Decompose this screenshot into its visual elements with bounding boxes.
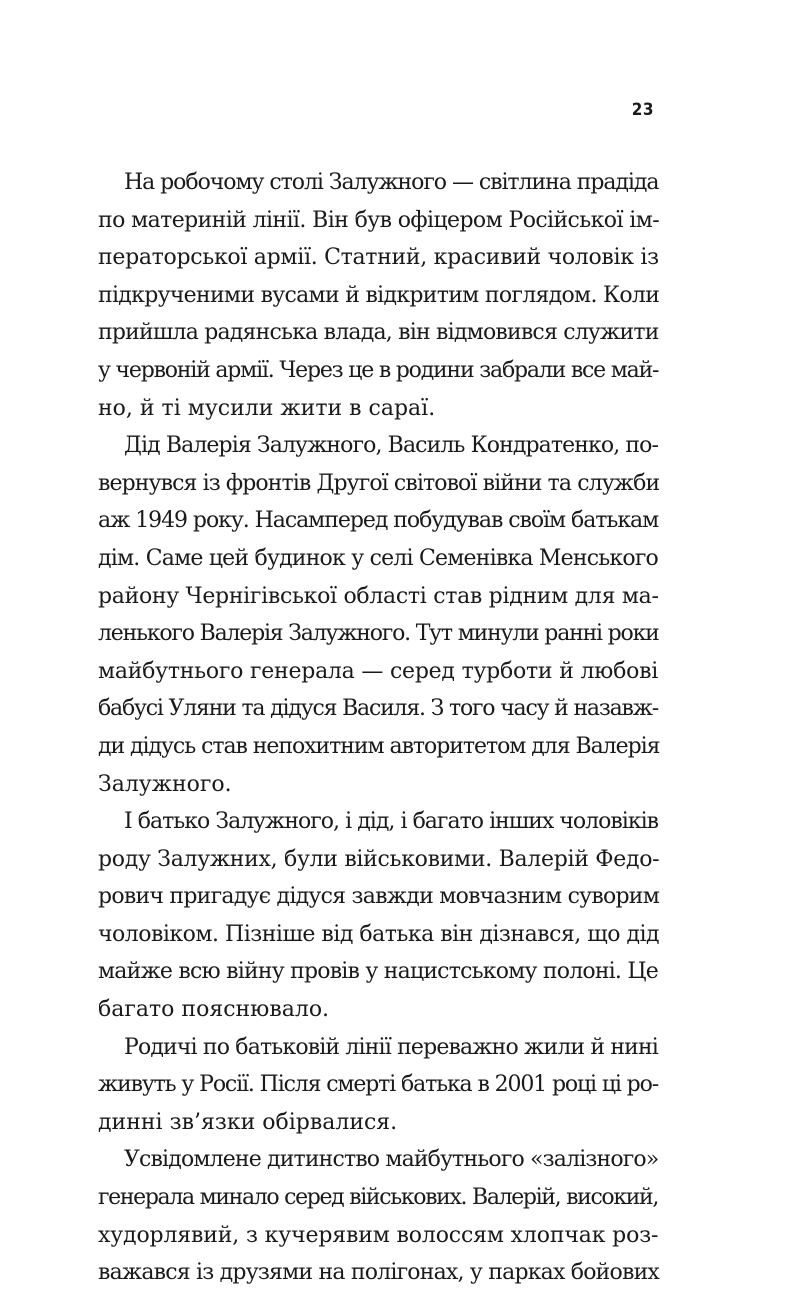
text-line: у червоній армії. Через це в родини забрали все май- [98,357,659,383]
text-line: підкрученими вусами й відкритим поглядом. Коли [98,282,660,308]
text-line: но, й ті мусили жити в сараї. [98,395,436,421]
text-line: Залужного. [98,771,232,797]
text-line: Дід Валерія Залужного, Василь Кондратенко, по- [124,433,659,459]
text-line: рович пригадує дідуся завжди мовчазним суворим [98,884,660,910]
text-line: бабусі Уляни та дідуся Василя. З того часу й назавж- [98,696,658,722]
page-number: 23 [631,100,654,120]
text-line: аж 1949 року. Насамперед побудував своїм батькам [98,508,659,534]
paragraph [98,427,658,803]
paragraph [98,803,658,1029]
text-line: ленького Валерія Залужного. Тут минули ранні роки [98,621,659,647]
body-text [98,164,658,1292]
text-line: худорлявий, з кучерявим волоссям хлопчак роз- [98,1222,659,1248]
text-line: чоловіком. Пізніше від батька він дізнався, що дід [98,921,660,947]
text-line: майже всю війну провів у нацистському полоні. Це [98,959,658,985]
text-line: вернувся із фронтів Другої світової війни та служби [98,470,660,496]
text-line: важався із друзями на полігонах, у парках бойових [98,1260,660,1286]
text-line: динні зв’язки обірвалися. [98,1109,398,1135]
text-line: району Чернігівської області став рідним для ма- [98,583,659,609]
text-line: по материній лінії. Він був офіцером Російської ім- [98,207,660,233]
text-line: майбутнього генерала — серед турботи й любові [98,658,658,684]
text-line: роду Залужних, були військовими. Валерій Федо- [98,846,660,872]
text-line: генерала минало серед військових. Валерій, високий, [98,1185,658,1211]
text-line: ди дідусь став непохитним авторитетом для Валерія [98,733,660,759]
text-line: Усвідомлене дитинство майбутнього «залізного» [124,1147,659,1173]
text-line: На робочому столі Залужного — світлина прадіда [124,170,659,195]
text-line: Родичі по батьковій лінії переважно жили й нині [124,1034,658,1060]
paragraph [98,1141,658,1291]
paragraph [98,1029,658,1142]
text-line: І батько Залужного, і дід, і багато інших чоловіків [124,809,658,835]
text-line: живуть у Росії. Після смерті батька в 2001 році ці ро- [98,1072,658,1098]
text-line: прийшла радянська влада, він відмовився служити [98,320,659,346]
text-line: багато пояснювало. [98,997,330,1023]
text-line: дім. Саме цей будинок у селі Семенівка Менського [98,545,658,571]
text-line: ператорської армії. Статний, красивий чоловік із [98,245,659,271]
paragraph [98,164,658,427]
